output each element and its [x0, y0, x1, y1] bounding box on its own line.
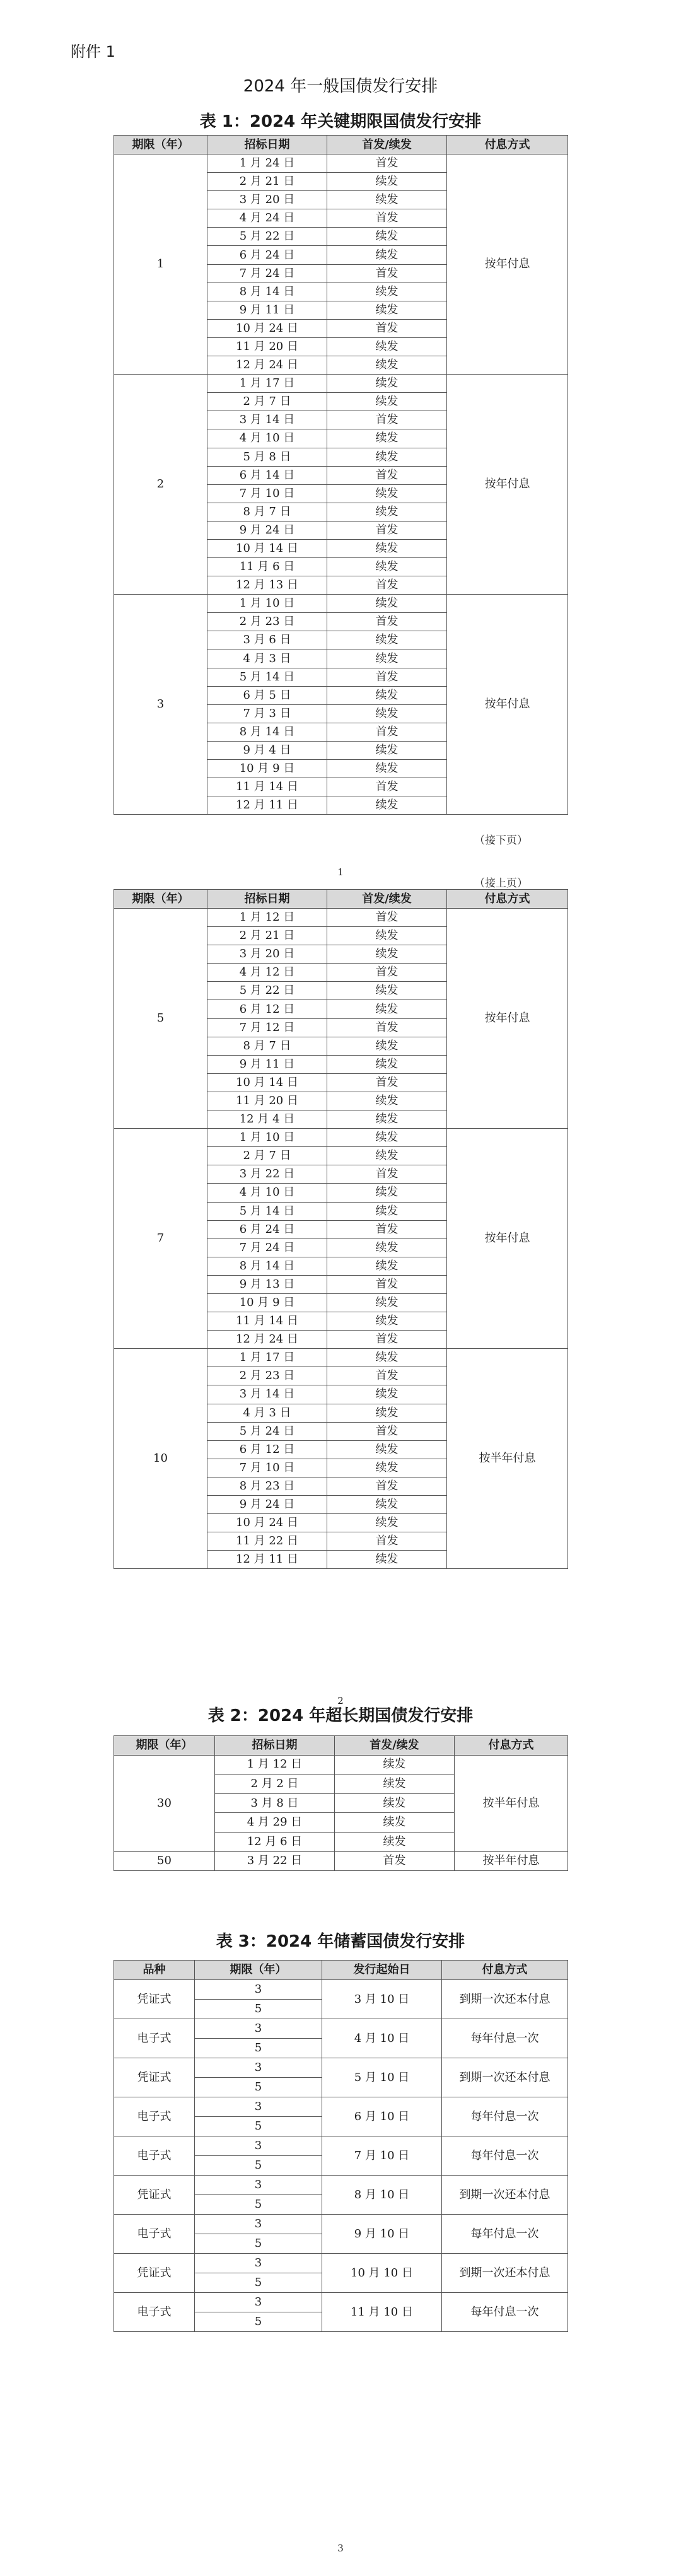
- auction-date-cell: 8 月 23 日: [207, 1477, 327, 1495]
- issue-type-cell: 首发: [327, 1220, 447, 1238]
- table1-part1: [114, 135, 568, 815]
- table1-caption: 表 1：2024 年关键期限国债发行安排: [199, 112, 482, 131]
- term-cell: 3: [195, 2058, 322, 2078]
- issue-type-cell: 首发: [327, 319, 447, 337]
- auction-date-cell: 8 月 14 日: [207, 723, 327, 741]
- auction-date-cell: 1 月 17 日: [207, 1349, 327, 1367]
- auction-date-cell: 6 月 14 日: [207, 466, 327, 484]
- table-row: [114, 2176, 568, 2195]
- auction-date-cell: 2 月 21 日: [207, 927, 327, 945]
- col-header-payment: 付息方式: [455, 1736, 568, 1756]
- table-row: [114, 2215, 568, 2234]
- auction-date-cell: 5 月 14 日: [207, 668, 327, 686]
- auction-date-cell: 3 月 20 日: [207, 191, 327, 209]
- auction-date-cell: 4 月 10 日: [207, 1184, 327, 1202]
- auction-date-cell: 10 月 14 日: [207, 539, 327, 557]
- issue-type-cell: 续发: [327, 429, 447, 448]
- auction-date-cell: 2 月 21 日: [207, 173, 327, 191]
- issue-type-cell: 首发: [327, 1275, 447, 1293]
- payment-method-cell: 按半年付息: [455, 1851, 568, 1871]
- start-date-cell: 3 月 10 日: [322, 1980, 442, 2019]
- auction-date-cell: 1 月 10 日: [207, 595, 327, 613]
- auction-date-cell: 9 月 11 日: [207, 1055, 327, 1073]
- issue-type-cell: 续发: [327, 595, 447, 613]
- continued-prev-note: （接上页）: [474, 877, 528, 890]
- issue-type-cell: 续发: [327, 173, 447, 191]
- auction-date-cell: 7 月 3 日: [207, 704, 327, 723]
- auction-date-cell: 11 月 14 日: [207, 1312, 327, 1331]
- auction-date-cell: 7 月 24 日: [207, 264, 327, 283]
- page-number: 2: [337, 1695, 344, 1706]
- issue-type-cell: 续发: [327, 1055, 447, 1073]
- auction-date-cell: 3 月 6 日: [207, 631, 327, 650]
- issue-type-cell: 首发: [327, 778, 447, 796]
- issue-type-cell: 首发: [327, 411, 447, 429]
- payment-method-cell: 按年付息: [447, 1129, 568, 1349]
- issue-type-cell: 续发: [327, 1110, 447, 1129]
- issue-type-cell: 首发: [327, 1018, 447, 1037]
- table-row: [114, 2254, 568, 2273]
- auction-date-cell: 4 月 3 日: [207, 650, 327, 668]
- auction-date-cell: 11 月 20 日: [207, 1092, 327, 1110]
- auction-date-cell: 6 月 24 日: [207, 1220, 327, 1238]
- payment-method-cell: 每年付息一次: [442, 2019, 568, 2058]
- auction-date-cell: 8 月 14 日: [207, 1257, 327, 1275]
- issue-type-cell: 续发: [327, 1551, 447, 1569]
- issue-type-cell: 首发: [327, 264, 447, 283]
- page-number: 1: [337, 866, 344, 878]
- issue-type-cell: 续发: [327, 393, 447, 411]
- term-cell: 7: [114, 1129, 207, 1349]
- issue-type-cell: 首发: [327, 1367, 447, 1385]
- issue-type-cell: 续发: [327, 558, 447, 576]
- issue-type-cell: 续发: [327, 228, 447, 246]
- term-cell: 30: [114, 1755, 215, 1851]
- issue-type-cell: 续发: [335, 1832, 455, 1851]
- table1-part2: [114, 889, 568, 1569]
- col-header-start-date: 发行起始日: [322, 1961, 442, 1980]
- issue-type-cell: 首发: [327, 521, 447, 539]
- auction-date-cell: 7 月 10 日: [207, 1459, 327, 1477]
- auction-date-cell: 5 月 8 日: [207, 448, 327, 466]
- issue-type-cell: 续发: [327, 742, 447, 760]
- term-cell: 3: [195, 2215, 322, 2234]
- auction-date-cell: 6 月 12 日: [207, 1440, 327, 1459]
- issue-type-cell: 首发: [335, 1851, 455, 1871]
- table-row: [114, 1980, 568, 2000]
- table2: [114, 1735, 568, 1871]
- col-header-date: 招标日期: [207, 890, 327, 909]
- auction-date-cell: 5 月 24 日: [207, 1422, 327, 1440]
- auction-date-cell: 6 月 24 日: [207, 246, 327, 264]
- term-cell: 3: [195, 1980, 322, 2000]
- term-cell: 5: [195, 2117, 322, 2136]
- start-date-cell: 11 月 10 日: [322, 2293, 442, 2332]
- auction-date-cell: 3 月 8 日: [215, 1793, 335, 1813]
- col-header-type: 品种: [114, 1961, 195, 1980]
- term-cell: 10: [114, 1349, 207, 1569]
- issue-type-cell: 续发: [327, 1000, 447, 1018]
- term-cell: 1: [114, 154, 207, 375]
- term-cell: 50: [114, 1851, 215, 1871]
- term-cell: 5: [195, 2039, 322, 2058]
- payment-method-cell: 按半年付息: [455, 1755, 568, 1851]
- payment-method-cell: 每年付息一次: [442, 2215, 568, 2254]
- issue-type-cell: 续发: [327, 1440, 447, 1459]
- col-header-payment: 付息方式: [447, 890, 568, 909]
- auction-date-cell: 3 月 14 日: [207, 1385, 327, 1404]
- issue-type-cell: 首发: [327, 964, 447, 982]
- term-cell: 5: [114, 909, 207, 1129]
- issue-type-cell: 续发: [327, 1257, 447, 1275]
- auction-date-cell: 2 月 2 日: [215, 1775, 335, 1794]
- issue-type-cell: 首发: [327, 1422, 447, 1440]
- auction-date-cell: 9 月 4 日: [207, 742, 327, 760]
- auction-date-cell: 7 月 10 日: [207, 484, 327, 503]
- table2-caption: 表 2：2024 年超长期国债发行安排: [207, 1706, 474, 1725]
- auction-date-cell: 3 月 22 日: [207, 1165, 327, 1184]
- payment-method-cell: 按半年付息: [447, 1349, 568, 1569]
- table-row: [114, 1129, 568, 1147]
- issue-type-cell: 续发: [335, 1755, 455, 1775]
- start-date-cell: 7 月 10 日: [322, 2136, 442, 2176]
- term-cell: 5: [195, 2078, 322, 2097]
- auction-date-cell: 4 月 29 日: [215, 1813, 335, 1833]
- bond-type-cell: 电子式: [114, 2215, 195, 2254]
- table-row: [114, 2293, 568, 2312]
- term-cell: 5: [195, 2273, 322, 2293]
- issue-type-cell: 续发: [327, 1129, 447, 1147]
- auction-date-cell: 1 月 12 日: [207, 909, 327, 927]
- auction-date-cell: 11 月 20 日: [207, 337, 327, 356]
- table-row: [114, 154, 568, 173]
- term-cell: 2: [114, 375, 207, 595]
- auction-date-cell: 6 月 5 日: [207, 686, 327, 704]
- auction-date-cell: 9 月 11 日: [207, 301, 327, 319]
- issue-type-cell: 续发: [327, 1459, 447, 1477]
- auction-date-cell: 7 月 24 日: [207, 1238, 327, 1257]
- issue-type-cell: 续发: [327, 1404, 447, 1422]
- auction-date-cell: 5 月 14 日: [207, 1202, 327, 1220]
- issue-type-cell: 续发: [327, 650, 447, 668]
- col-header-issue: 首发/续发: [327, 136, 447, 154]
- issue-type-cell: 续发: [327, 1312, 447, 1331]
- issue-type-cell: 续发: [327, 927, 447, 945]
- issue-type-cell: 续发: [335, 1813, 455, 1833]
- issue-type-cell: 首发: [327, 209, 447, 228]
- issue-type-cell: 续发: [327, 760, 447, 778]
- payment-method-cell: 按年付息: [447, 595, 568, 815]
- issue-type-cell: 续发: [327, 704, 447, 723]
- bond-type-cell: 电子式: [114, 2097, 195, 2136]
- col-header-term: 期限（年）: [114, 890, 207, 909]
- payment-method-cell: 到期一次还本付息: [442, 2176, 568, 2215]
- issue-type-cell: 续发: [327, 246, 447, 264]
- auction-date-cell: 12 月 11 日: [207, 1551, 327, 1569]
- auction-date-cell: 3 月 22 日: [215, 1851, 335, 1871]
- auction-date-cell: 1 月 10 日: [207, 1129, 327, 1147]
- term-cell: 5: [195, 2312, 322, 2332]
- issue-type-cell: 首发: [327, 1532, 447, 1551]
- table-row: [114, 2097, 568, 2117]
- payment-method-cell: 每年付息一次: [442, 2293, 568, 2332]
- issue-type-cell: 续发: [327, 191, 447, 209]
- auction-date-cell: 12 月 4 日: [207, 1110, 327, 1129]
- main-title: 2024 年一般国债发行安排: [243, 77, 438, 96]
- table-row: [114, 1755, 568, 1775]
- auction-date-cell: 2 月 7 日: [207, 1147, 327, 1165]
- issue-type-cell: 首发: [327, 1165, 447, 1184]
- bond-type-cell: 电子式: [114, 2136, 195, 2176]
- col-header-payment: 付息方式: [442, 1961, 568, 1980]
- auction-date-cell: 5 月 22 日: [207, 228, 327, 246]
- term-cell: 3: [195, 2136, 322, 2156]
- issue-type-cell: 续发: [327, 375, 447, 393]
- issue-type-cell: 首发: [327, 576, 447, 595]
- term-cell: 5: [195, 2234, 322, 2254]
- auction-date-cell: 2 月 23 日: [207, 613, 327, 631]
- auction-date-cell: 12 月 24 日: [207, 356, 327, 375]
- issue-type-cell: 首发: [327, 1073, 447, 1092]
- issue-type-cell: 首发: [327, 909, 447, 927]
- auction-date-cell: 3 月 14 日: [207, 411, 327, 429]
- table-row: [114, 2019, 568, 2039]
- issue-type-cell: 首发: [327, 154, 447, 173]
- term-cell: 3: [195, 2019, 322, 2039]
- start-date-cell: 5 月 10 日: [322, 2058, 442, 2097]
- auction-date-cell: 12 月 24 日: [207, 1331, 327, 1349]
- auction-date-cell: 1 月 17 日: [207, 375, 327, 393]
- auction-date-cell: 9 月 13 日: [207, 1275, 327, 1293]
- table-row: [114, 375, 568, 393]
- issue-type-cell: 续发: [327, 1293, 447, 1312]
- auction-date-cell: 9 月 24 日: [207, 1496, 327, 1514]
- table-row: [114, 909, 568, 927]
- auction-date-cell: 12 月 13 日: [207, 576, 327, 595]
- issue-type-cell: 续发: [327, 1496, 447, 1514]
- auction-date-cell: 1 月 12 日: [215, 1755, 335, 1775]
- col-header-date: 招标日期: [215, 1736, 335, 1756]
- table-row: [114, 1851, 568, 1871]
- issue-type-cell: 续发: [327, 337, 447, 356]
- issue-type-cell: 首发: [327, 1331, 447, 1349]
- table-row: [114, 595, 568, 613]
- col-header-issue: 首发/续发: [327, 890, 447, 909]
- issue-type-cell: 续发: [327, 1238, 447, 1257]
- auction-date-cell: 12 月 6 日: [215, 1832, 335, 1851]
- term-cell: 3: [195, 2254, 322, 2273]
- issue-type-cell: 续发: [327, 356, 447, 375]
- issue-type-cell: 续发: [327, 982, 447, 1000]
- issue-type-cell: 续发: [327, 1514, 447, 1532]
- continued-next-note: （接下页）: [474, 834, 528, 847]
- bond-type-cell: 电子式: [114, 2019, 195, 2058]
- payment-method-cell: 每年付息一次: [442, 2097, 568, 2136]
- col-header-term: 期限（年）: [114, 1736, 215, 1756]
- issue-type-cell: 首发: [327, 1477, 447, 1495]
- bond-type-cell: 凭证式: [114, 2058, 195, 2097]
- issue-type-cell: 续发: [335, 1793, 455, 1813]
- auction-date-cell: 10 月 14 日: [207, 1073, 327, 1092]
- auction-date-cell: 4 月 3 日: [207, 1404, 327, 1422]
- issue-type-cell: 续发: [327, 283, 447, 301]
- payment-method-cell: 到期一次还本付息: [442, 2254, 568, 2293]
- issue-type-cell: 首发: [327, 613, 447, 631]
- issue-type-cell: 续发: [327, 686, 447, 704]
- start-date-cell: 10 月 10 日: [322, 2254, 442, 2293]
- start-date-cell: 6 月 10 日: [322, 2097, 442, 2136]
- page-number: 3: [337, 2543, 344, 2554]
- payment-method-cell: 按年付息: [447, 909, 568, 1129]
- col-header-term: 期限（年）: [114, 136, 207, 154]
- term-cell: 5: [195, 2195, 322, 2215]
- payment-method-cell: 到期一次还本付息: [442, 2058, 568, 2097]
- term-cell: 3: [195, 2293, 322, 2312]
- issue-type-cell: 续发: [327, 1037, 447, 1055]
- bond-type-cell: 电子式: [114, 2293, 195, 2332]
- table3-caption: 表 3：2024 年储蓄国债发行安排: [216, 1932, 465, 1951]
- auction-date-cell: 4 月 12 日: [207, 964, 327, 982]
- issue-type-cell: 续发: [327, 1147, 447, 1165]
- start-date-cell: 4 月 10 日: [322, 2019, 442, 2058]
- issue-type-cell: 续发: [335, 1775, 455, 1794]
- issue-type-cell: 续发: [327, 1092, 447, 1110]
- issue-type-cell: 续发: [327, 1385, 447, 1404]
- auction-date-cell: 8 月 14 日: [207, 283, 327, 301]
- bond-type-cell: 凭证式: [114, 2176, 195, 2215]
- issue-type-cell: 续发: [327, 796, 447, 815]
- payment-method-cell: 每年付息一次: [442, 2136, 568, 2176]
- bond-type-cell: 凭证式: [114, 1980, 195, 2019]
- payment-method-cell: 按年付息: [447, 375, 568, 595]
- auction-date-cell: 1 月 24 日: [207, 154, 327, 173]
- issue-type-cell: 首发: [327, 723, 447, 741]
- auction-date-cell: 7 月 12 日: [207, 1018, 327, 1037]
- auction-date-cell: 3 月 20 日: [207, 945, 327, 964]
- auction-date-cell: 4 月 24 日: [207, 209, 327, 228]
- col-header-payment: 付息方式: [447, 136, 568, 154]
- auction-date-cell: 12 月 11 日: [207, 796, 327, 815]
- auction-date-cell: 10 月 9 日: [207, 1293, 327, 1312]
- auction-date-cell: 8 月 7 日: [207, 503, 327, 521]
- col-header-issue: 首发/续发: [335, 1736, 455, 1756]
- auction-date-cell: 10 月 24 日: [207, 319, 327, 337]
- issue-type-cell: 续发: [327, 484, 447, 503]
- issue-type-cell: 首发: [327, 466, 447, 484]
- start-date-cell: 8 月 10 日: [322, 2176, 442, 2215]
- payment-method-cell: 按年付息: [447, 154, 568, 375]
- auction-date-cell: 10 月 9 日: [207, 760, 327, 778]
- col-header-term: 期限（年）: [195, 1961, 322, 1980]
- term-cell: 3: [195, 2176, 322, 2195]
- issue-type-cell: 续发: [327, 503, 447, 521]
- issue-type-cell: 续发: [327, 539, 447, 557]
- auction-date-cell: 6 月 12 日: [207, 1000, 327, 1018]
- issue-type-cell: 续发: [327, 1184, 447, 1202]
- attachment-label: 附件 1: [71, 43, 115, 61]
- auction-date-cell: 11 月 6 日: [207, 558, 327, 576]
- auction-date-cell: 10 月 24 日: [207, 1514, 327, 1532]
- table-row: [114, 2058, 568, 2078]
- bond-type-cell: 凭证式: [114, 2254, 195, 2293]
- auction-date-cell: 11 月 14 日: [207, 778, 327, 796]
- table3: [114, 1960, 568, 2332]
- issue-type-cell: 首发: [327, 668, 447, 686]
- auction-date-cell: 4 月 10 日: [207, 429, 327, 448]
- term-cell: 3: [114, 595, 207, 815]
- auction-date-cell: 9 月 24 日: [207, 521, 327, 539]
- issue-type-cell: 续发: [327, 301, 447, 319]
- issue-type-cell: 续发: [327, 448, 447, 466]
- term-cell: 3: [195, 2097, 322, 2117]
- auction-date-cell: 11 月 22 日: [207, 1532, 327, 1551]
- auction-date-cell: 8 月 7 日: [207, 1037, 327, 1055]
- auction-date-cell: 5 月 22 日: [207, 982, 327, 1000]
- table-row: [114, 2136, 568, 2156]
- auction-date-cell: 2 月 23 日: [207, 1367, 327, 1385]
- payment-method-cell: 到期一次还本付息: [442, 1980, 568, 2019]
- issue-type-cell: 续发: [327, 1349, 447, 1367]
- table-row: [114, 1349, 568, 1367]
- start-date-cell: 9 月 10 日: [322, 2215, 442, 2254]
- term-cell: 5: [195, 2156, 322, 2176]
- term-cell: 5: [195, 2000, 322, 2019]
- auction-date-cell: 2 月 7 日: [207, 393, 327, 411]
- issue-type-cell: 续发: [327, 1202, 447, 1220]
- issue-type-cell: 续发: [327, 945, 447, 964]
- issue-type-cell: 续发: [327, 631, 447, 650]
- col-header-date: 招标日期: [207, 136, 327, 154]
